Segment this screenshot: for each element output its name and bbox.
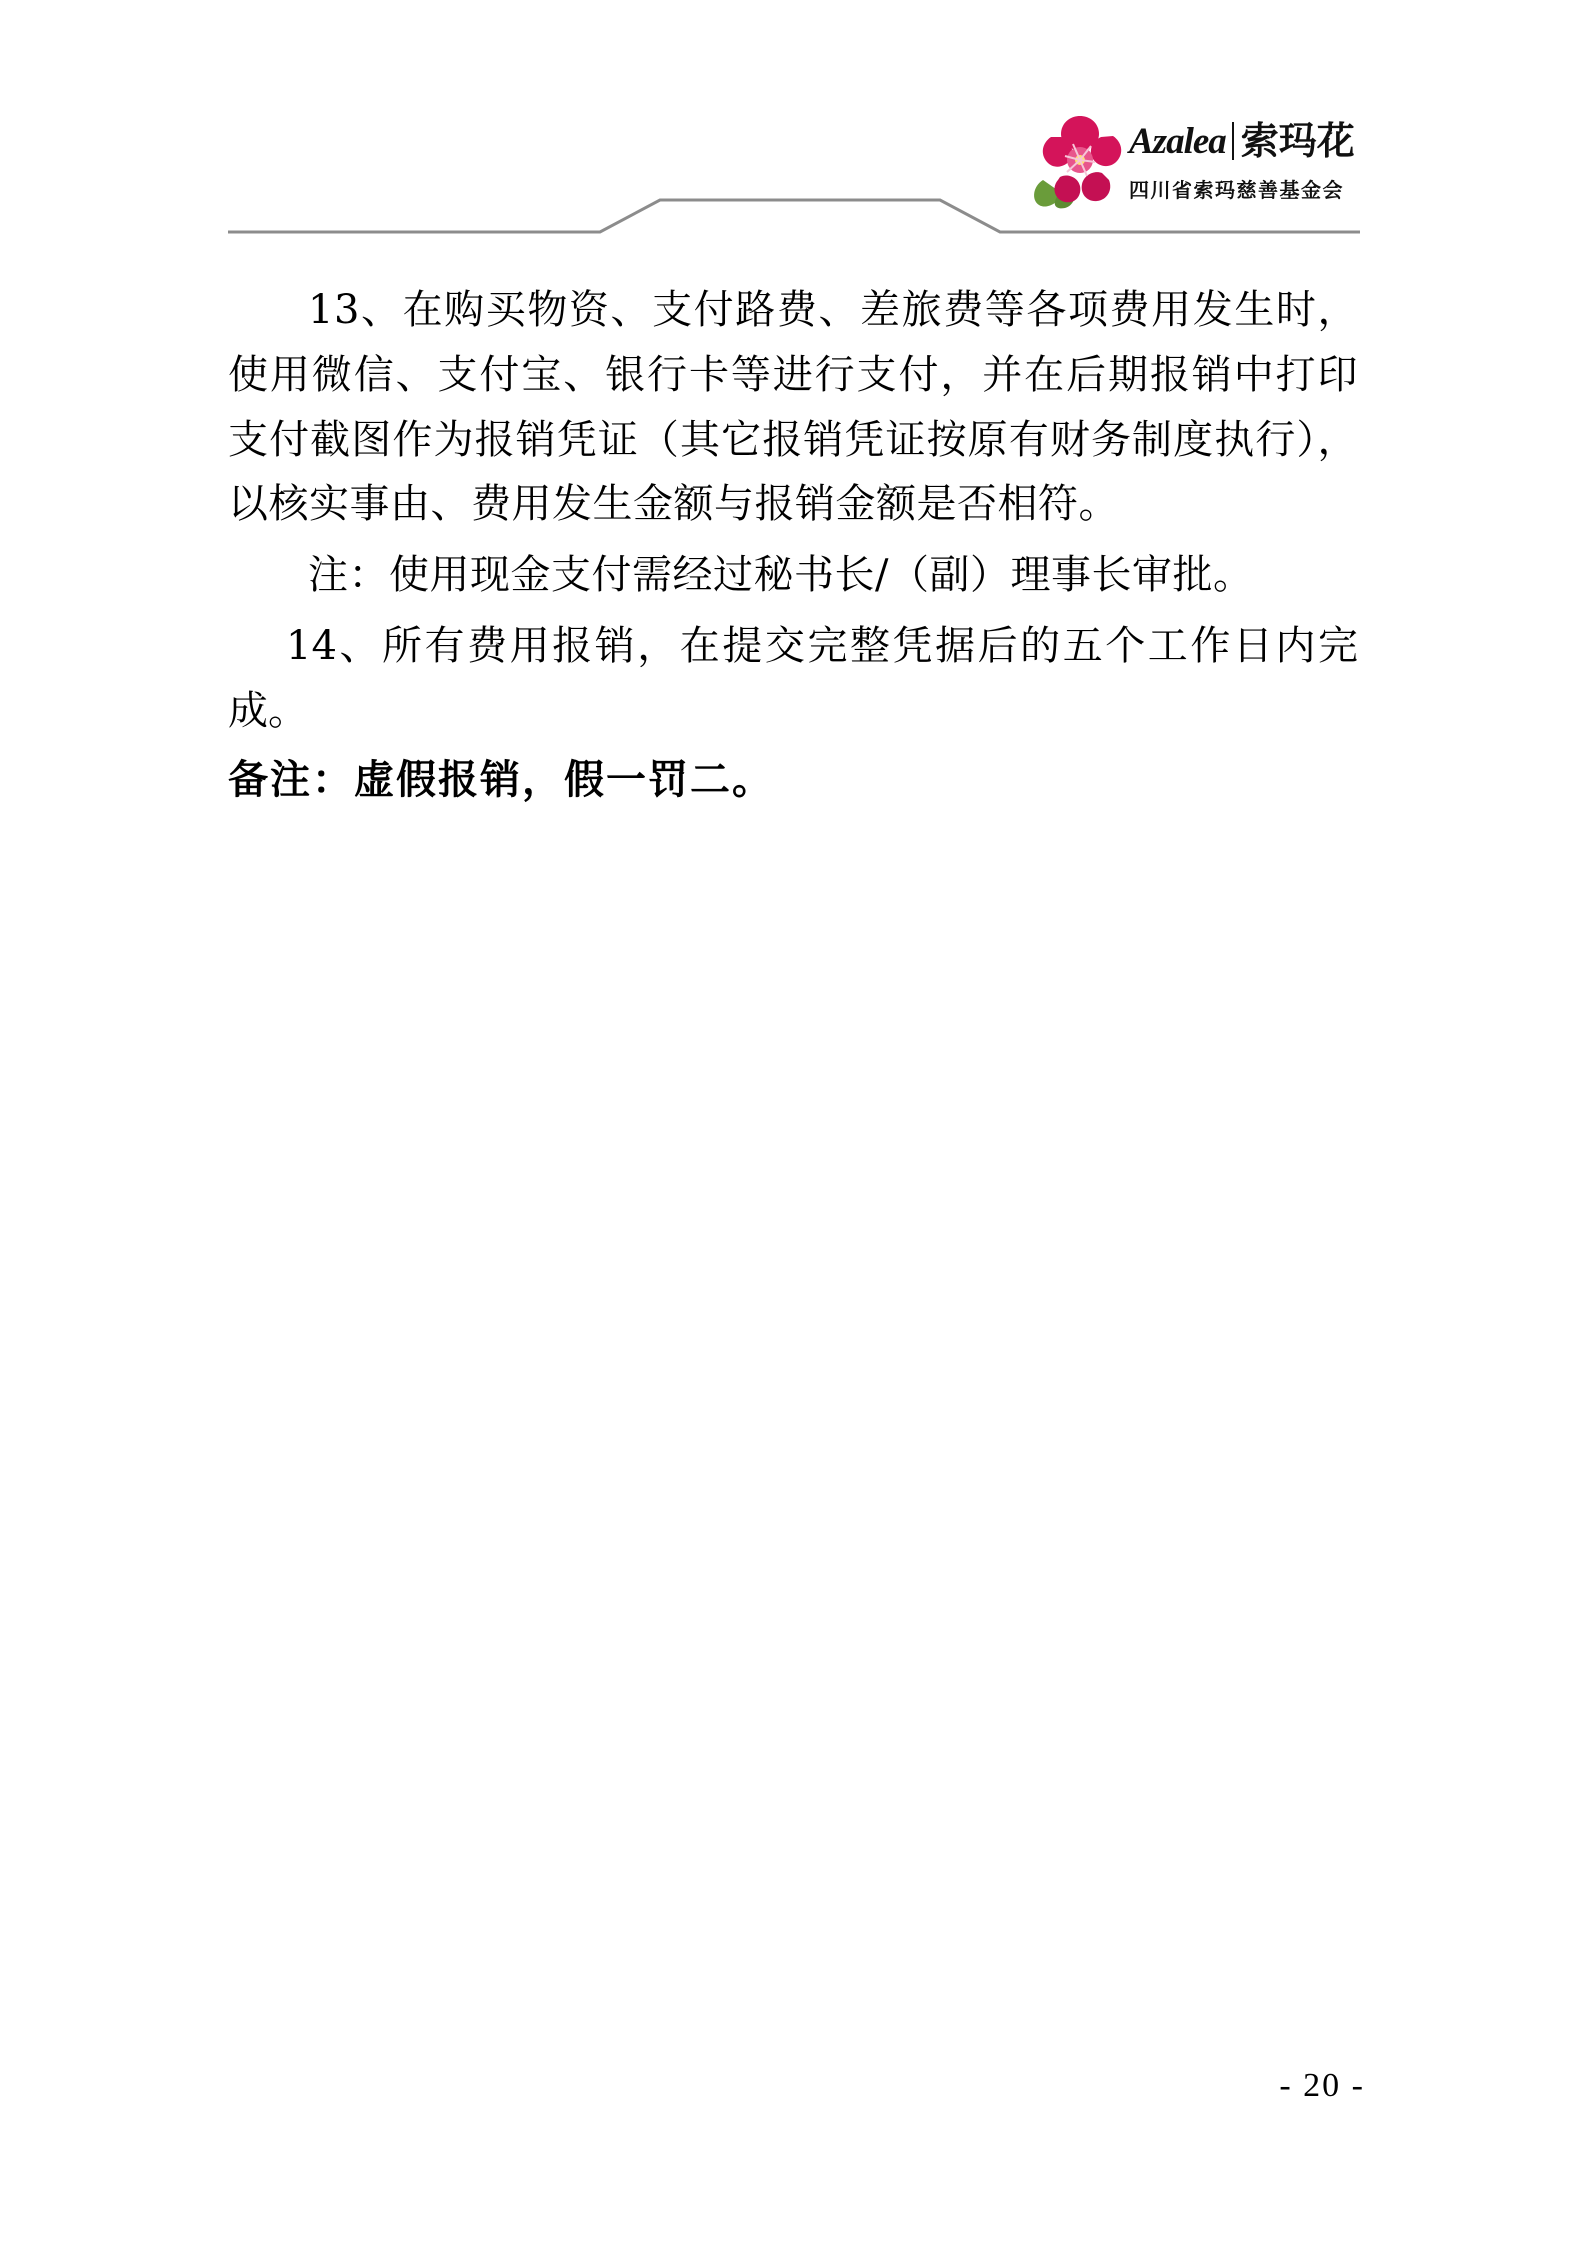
page-header — [0, 0, 1587, 260]
logo-brand-cn: 索玛花 — [1240, 119, 1355, 163]
paragraph-item-14: 14、所有费用报销，在提交完整凭据后的五个工作日内完成。 — [228, 622, 1358, 734]
page-number: - 20 - — [1279, 2067, 1365, 2104]
paragraph-item-13: 13、在购买物资、支付路费、差旅费等各项费用发生时，使用微信、支付宝、银行卡等进行支付，并在后期报销中打印支付截图作为报销凭证（其它报销凭证按原有财务制度执行），以核实事由、费用发生金额与报销金额是否相符。 — [228, 287, 1358, 528]
paragraph-note: 注：使用现金支付需经过秘书长/（副）理事长审批。 — [308, 552, 1254, 599]
logo-organization-name: 四川省索玛慈善基金会 — [1129, 178, 1344, 202]
document-body — [228, 278, 1358, 812]
logo-divider — [1232, 122, 1234, 160]
paragraph-remark: 备注：虚假报销，假一罚二。 — [228, 756, 774, 803]
logo-brand-latin: Azalea — [1129, 120, 1226, 162]
header-decorative-rule — [0, 180, 1587, 240]
page-footer — [0, 2067, 1587, 2105]
